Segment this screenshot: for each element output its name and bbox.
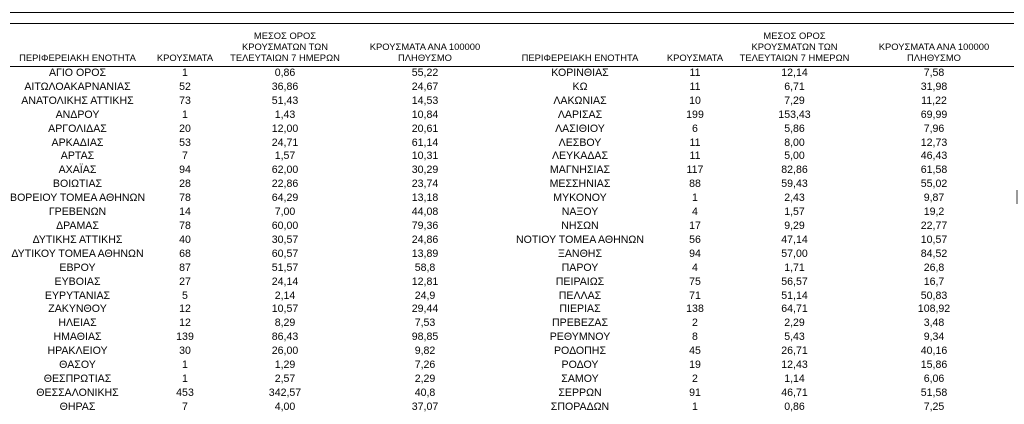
per-100k-cell: 2,29 [414,372,436,385]
per-100k-cell: 69,99 [920,108,948,121]
region-cell: ΗΜΑΘΙΑΣ [53,331,102,344]
region-cell: ΒΟΙΩΤΙΑΣ [52,178,103,191]
cases-cell: 88 [689,178,701,191]
table-body [10,67,1014,415]
cases-cell: 45 [689,345,701,358]
per-100k-cell: 11,22 [921,94,947,107]
cases-cell: 20 [179,122,191,135]
avg-7day-cell: 30,57 [271,233,299,246]
region-cell: ΝΗΣΩΝ [561,219,599,232]
avg-7day-cell: 1,43 [274,108,296,121]
per-100k-cell: 7,53 [414,317,436,330]
avg-7day-cell: 22,86 [271,178,299,191]
per-100k-cell: 7,96 [923,122,945,135]
cases-cell: 2 [692,317,698,330]
per-100k-cell: 30,29 [411,164,439,177]
avg-7day-cell: 4,00 [274,400,296,413]
region-cell: ΝΟΤΙΟΥ ΤΟΜΕΑ ΑΘΗΝΩΝ [515,233,645,246]
avg-7day-cell: 5,43 [784,331,805,344]
cases-cell: 1 [182,359,188,372]
avg-7day-cell: 51,43 [271,94,299,107]
table-row [10,401,1014,415]
per-100k-cell: 51,58 [920,386,948,399]
avg-7day-cell: 1,14 [784,372,805,385]
per-100k-cell: 12,73 [920,136,948,149]
region-cell: ΣΠΟΡΑΔΩΝ [550,400,610,413]
cases-cell: 117 [686,164,704,177]
cases-cell: 30 [179,345,191,358]
table-row [10,164,1014,178]
avg-7day-cell: 0,86 [274,67,296,79]
header-cases-left: ΚΡΟΥΣΜΑΤΑ [145,30,225,67]
per-100k-cell: 20,61 [411,122,439,135]
cases-cell: 56 [689,233,701,246]
cases-cell: 6 [692,122,698,135]
per-100k-cell: 44,08 [411,206,439,219]
avg-7day-cell: 64,71 [781,303,808,316]
cases-cell: 94 [179,164,191,177]
per-100k-cell: 29,44 [411,303,439,316]
region-cell: ΔΡΑΜΑΣ [56,219,99,232]
region-cell: ΑΝΑΤΟΛΙΚΗΣ ΑΤΤΙΚΗΣ [21,94,134,107]
avg-7day-cell: 10,57 [271,303,299,316]
table-row [10,109,1014,123]
region-cell: ΠΡΕΒΕΖΑΣ [552,317,608,330]
per-100k-cell: 61,14 [411,136,439,149]
cases-cell: 1 [182,67,188,79]
cases-cell: 52 [179,80,191,93]
cases-cell: 1 [692,192,698,205]
avg-7day-cell: 2,57 [274,372,296,385]
avg-7day-cell: 6,71 [784,80,805,93]
per-100k-cell: 61,58 [920,164,948,177]
table-row [10,206,1014,220]
table-row [10,220,1014,234]
per-100k-cell: 108,92 [917,303,951,316]
avg-7day-cell: 12,00 [271,122,299,135]
region-cell: ΘΕΣΠΡΩΤΙΑΣ [43,372,112,385]
table-row [10,178,1014,192]
per-100k-cell: 40,16 [920,345,948,358]
region-cell: ΞΑΝΘΗΣ [557,247,603,260]
avg-7day-cell: 0,86 [784,400,805,413]
avg-7day-cell: 12,14 [781,67,808,79]
region-cell: ΑΙΤΩΛΟΑΚΑΡΝΑΝΙΑΣ [24,80,131,93]
per-100k-cell: 16,7 [923,275,945,288]
region-cell: ΚΩ [572,80,588,93]
region-cell: ΚΟΡΙΝΘΙΑΣ [551,67,609,79]
per-100k-cell: 10,57 [920,233,948,246]
avg-7day-cell: 26,71 [781,345,808,358]
avg-7day-cell: 9,29 [784,219,805,232]
cases-cell: 78 [179,192,191,205]
avg-7day-cell: 82,86 [781,164,808,177]
avg-7day-cell: 2,29 [784,317,805,330]
cases-cell: 75 [689,275,701,288]
cases-cell: 11 [689,136,701,149]
avg-7day-cell: 51,14 [781,289,808,302]
per-100k-cell: 24,86 [411,233,439,246]
table-row [10,234,1014,248]
table-row [10,123,1014,137]
cases-cell: 2 [692,372,698,385]
per-100k-cell: 12,81 [411,275,439,288]
avg-7day-cell: 12,43 [781,359,808,372]
per-100k-cell: 22,77 [920,219,948,232]
cases-cell: 14 [179,206,191,219]
top-rule [10,12,1014,13]
avg-7day-cell: 2,14 [274,289,296,302]
per-100k-cell: 15,86 [920,359,948,372]
cases-table [10,30,1014,415]
per-100k-cell: 7,25 [923,400,945,413]
avg-7day-cell: 26,00 [271,345,299,358]
region-cell: ΘΕΣΣΑΛΟΝΙΚΗΣ [36,386,119,399]
avg-7day-cell: 62,00 [271,164,299,177]
per-100k-cell: 13,18 [411,192,439,205]
avg-7day-cell: 56,57 [781,275,808,288]
table-row [10,248,1014,262]
header-region-left: ΠΕΡΙΦΕΡΕΙΑΚΗ ΕΝΟΤΗΤΑ [10,30,145,67]
avg-7day-cell: 153,43 [778,108,811,121]
cases-cell: 19 [689,359,701,372]
cases-cell: 28 [179,178,191,191]
region-cell: ΑΝΔΡΟΥ [55,108,100,121]
region-cell: ΛΑΚΩΝΙΑΣ [553,94,607,107]
per-100k-cell: 9,34 [923,331,945,344]
region-cell: ΜΑΓΝΗΣΙΑΣ [549,164,611,177]
avg-7day-cell: 8,00 [784,136,805,149]
region-cell: ΛΕΥΚΑΔΑΣ [551,150,609,163]
avg-7day-cell: 5,86 [784,122,805,135]
region-cell: ΕΥΒΟΙΑΣ [54,275,101,288]
avg-7day-cell: 2,43 [784,192,805,205]
avg-7day-cell: 24,14 [271,275,299,288]
region-cell: ΠΕΛΛΑΣ [558,289,602,302]
region-cell: ΕΒΡΟΥ [59,261,96,274]
avg-7day-cell: 1,71 [784,261,805,274]
header-region-right: ΠΕΡΙΦΕΡΕΙΑΚΗ ΕΝΟΤΗΤΑ [505,30,655,67]
cases-cell: 4 [692,261,698,274]
region-cell: ΓΡΕΒΕΝΩΝ [48,206,107,219]
cases-cell: 87 [179,261,191,274]
cases-cell: 8 [692,331,698,344]
per-100k-cell: 40,8 [414,386,436,399]
cases-cell: 40 [179,233,191,246]
cases-cell: 17 [689,219,701,232]
region-cell: ΗΛΕΙΑΣ [58,317,97,330]
cases-cell: 11 [689,67,701,79]
region-cell: ΑΧΑΪΑΣ [58,164,97,177]
cases-cell: 73 [179,94,191,107]
per-100k-cell: 10,84 [411,108,439,121]
avg-7day-cell: 57,00 [781,247,808,260]
cases-cell: 11 [689,80,701,93]
header-cases-right: ΚΡΟΥΣΜΑΤΑ [655,30,735,67]
cases-cell: 139 [176,331,194,344]
region-cell: ΑΡΓΟΛΙΔΑΣ [48,122,107,135]
table-row [10,359,1014,373]
per-100k-cell: 13,89 [411,247,439,260]
cases-cell: 94 [689,247,701,260]
cases-cell: 1 [182,108,188,121]
per-100k-cell: 7,26 [414,359,436,372]
region-cell: ΗΡΑΚΛΕΙΟΥ [47,345,108,358]
per-100k-cell: 19,2 [923,206,945,219]
per-100k-cell: 24,67 [411,80,439,93]
region-cell: ΠΙΕΡΙΑΣ [559,303,601,316]
region-cell: ΣΕΡΡΩΝ [558,386,602,399]
cases-cell: 27 [179,275,191,288]
per-100k-cell: 14,53 [411,94,439,107]
table-row [10,387,1014,401]
header-avg-right: ΜΕΣΟΣ ΟΡΟΣ ΚΡΟΥΣΜΑΤΩΝ ΤΩΝ ΤΕΛΕΥΤΑΙΩΝ 7 ΗΜΕΡΩΝ [735,30,854,67]
table-row [10,67,1014,81]
header-avg-left: ΜΕΣΟΣ ΟΡΟΣ ΚΡΟΥΣΜΑΤΩΝ ΤΩΝ ΤΕΛΕΥΤΑΙΩΝ 7 ΗΜΕΡΩΝ [225,30,345,67]
per-100k-cell: 9,87 [923,192,945,205]
avg-7day-cell: 24,71 [271,136,299,149]
avg-7day-cell: 60,57 [271,247,299,260]
region-cell: ΑΡΤΑΣ [60,150,95,163]
avg-7day-cell: 8,29 [274,317,296,330]
scrollbar-mark[interactable] [1016,190,1018,204]
region-cell: ΛΕΣΒΟΥ [558,136,602,149]
region-cell: ΝΑΞΟΥ [561,206,599,219]
per-100k-cell: 26,8 [923,261,945,274]
avg-7day-cell: 60,00 [271,219,299,232]
avg-7day-cell: 86,43 [271,331,299,344]
cases-cell: 4 [692,206,698,219]
cases-cell: 12 [179,303,191,316]
region-cell: ΜΥΚΟΝΟΥ [553,192,607,205]
cases-cell: 71 [689,289,701,302]
region-cell: ΘΗΡΑΣ [59,400,96,413]
avg-7day-cell: 51,57 [271,261,299,274]
table-row [10,331,1014,345]
cases-cell: 7 [182,400,188,413]
cases-cell: 12 [179,317,191,330]
avg-7day-cell: 36,86 [271,80,299,93]
avg-7day-cell: 342,57 [268,386,302,399]
per-100k-cell: 55,22 [411,67,439,79]
cases-cell: 78 [179,219,191,232]
region-cell: ΣΑΜΟΥ [561,372,599,385]
region-cell: ΠΕΙΡΑΙΩΣ [555,275,605,288]
per-100k-cell: 37,07 [411,400,439,413]
cases-cell: 5 [182,289,188,302]
cases-cell: 453 [176,386,194,399]
cases-cell: 7 [182,150,188,163]
region-cell: ΡΟΔΟΠΗΣ [553,345,607,358]
per-100k-cell: 31,98 [920,80,948,93]
per-100k-cell: 84,52 [920,247,948,260]
table-row [10,81,1014,95]
table-row [10,373,1014,387]
per-100k-cell: 58,8 [414,261,436,274]
table-row [10,345,1014,359]
avg-7day-cell: 47,14 [781,233,808,246]
cases-cell: 1 [182,372,188,385]
region-cell: ΛΑΣΙΘΙΟΥ [555,122,605,135]
region-cell: ΑΡΚΑΔΙΑΣ [51,136,104,149]
avg-7day-cell: 59,43 [781,178,808,191]
cases-cell: 91 [689,386,701,399]
cases-cell: 53 [179,136,191,149]
per-100k-cell: 3,48 [923,317,945,330]
per-100k-cell: 46,43 [920,150,948,163]
avg-7day-cell: 64,29 [271,192,299,205]
table-header-row [10,30,1014,67]
cases-cell: 199 [686,108,704,121]
region-cell: ΘΑΣΟΥ [59,359,96,372]
per-100k-cell: 55,02 [920,178,948,191]
table-row [10,192,1014,206]
table-row [10,150,1014,164]
region-cell: ΡΕΘΥΜΝΟΥ [549,331,611,344]
table-row [10,276,1014,290]
region-cell: ΕΥΡΥΤΑΝΙΑΣ [44,289,111,302]
per-100k-cell: 10,31 [411,150,439,163]
per-100k-cell: 6,06 [923,372,945,385]
region-cell: ΑΓΙΟ ΟΡΟΣ [48,67,107,79]
region-cell: ΡΟΔΟΥ [561,359,599,372]
cases-cell: 11 [689,150,701,163]
header-per100k-left: ΚΡΟΥΣΜΑΤΑ ΑΝΑ 100000 ΠΛΗΘΥΣΜΟ [345,30,505,67]
avg-7day-cell: 1,57 [274,150,296,163]
table-row [10,262,1014,276]
region-cell: ΠΑΡΟΥ [561,261,599,274]
region-cell: ΖΑΚΥΝΘΟΥ [48,303,107,316]
region-cell: ΒΟΡΕΙΟΥ ΤΟΜΕΑ ΑΘΗΝΩΝ [10,192,146,205]
avg-7day-cell: 7,00 [274,206,296,219]
region-cell: ΛΑΡΙΣΑΣ [557,108,603,121]
avg-7day-cell: 1,57 [784,206,805,219]
table-row [10,95,1014,109]
avg-7day-cell: 7,29 [784,94,805,107]
avg-7day-cell: 1,29 [274,359,296,372]
cases-cell: 1 [692,400,698,413]
per-100k-cell: 23,74 [411,178,439,191]
region-cell: ΔΥΤΙΚΟΥ ΤΟΜΕΑ ΑΘΗΝΩΝ [11,247,144,260]
header-rule [10,23,1014,24]
table-row [10,303,1014,317]
per-100k-cell: 9,82 [414,345,436,358]
region-cell: ΜΕΣΣΗΝΙΑΣ [549,178,611,191]
per-100k-cell: 79,36 [411,219,439,232]
avg-7day-cell: 46,71 [781,386,808,399]
table-row [10,137,1014,151]
table-row [10,317,1014,331]
per-100k-cell: 24,9 [414,289,436,302]
table-row [10,290,1014,304]
per-100k-cell: 50,83 [920,289,948,302]
cases-cell: 68 [179,247,191,260]
avg-7day-cell: 5,00 [784,150,805,163]
header-per100k-right: ΚΡΟΥΣΜΑΤΑ ΑΝΑ 100000 ΠΛΗΘΥΣΜΟ [854,30,1014,67]
per-100k-cell: 7,58 [923,67,945,79]
region-cell: ΔΥΤΙΚΗΣ ΑΤΤΙΚΗΣ [32,233,123,246]
cases-cell: 10 [689,94,701,107]
per-100k-cell: 98,85 [411,331,439,344]
cases-cell: 138 [686,303,704,316]
